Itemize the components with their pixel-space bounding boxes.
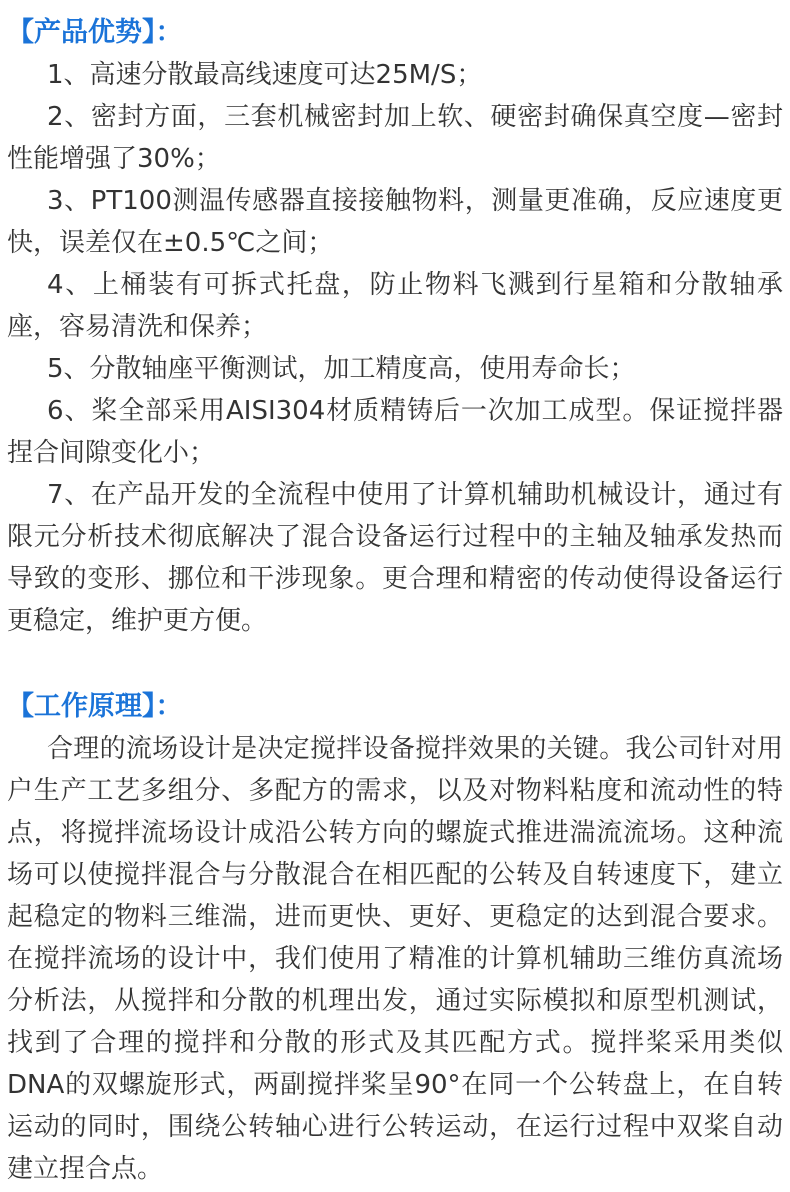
product-advantages-section [7, 12, 783, 642]
advantage-item-6: 6、桨全部采用AISI304材质精铸后一次加工成型。保证搅拌器捏合间隙变化小； [7, 396, 783, 468]
advantage-item-7: 7、在产品开发的全流程中使用了计算机辅助机械设计，通过有限元分析技术彻底解决了混合设备运行过程中的主轴及轴承发热而导致的变形、挪位和干涉现象。更合理和精密的传动使得设备运行更稳定，维护更方便。 [7, 480, 783, 636]
working-principle-heading: 【工作原理】： [7, 691, 183, 722]
working-principle-body: 合理的流场设计是决定搅拌设备搅拌效果的关键。我公司针对用户生产工艺多组分、多配方的需求，以及对物料粘度和流动性的特点，将搅拌流场设计成沿公转方向的螺旋式推进湍流流场。这种流场可以使搅拌混合与分散混合在相匹配的公转及自转速度下，建立起稳定的物料三维湍，进而更快、更好、更稳定的达到混合要求。在搅拌流场的设计中，我们使用了精准的计算机辅助三维仿真流场分析法，从搅拌和分散的机理出发，通过实际模拟和原型机测试，找到了合理的搅拌和分散的形式及其匹配方式。搅拌桨采用类似DNA的双螺旋形式，两副搅拌桨呈90°在同一个公转盘上，在自转运动的同时，围绕公转轴心进行公转运动，在运行过程中双桨自动建立捏合点。 [7, 734, 783, 1184]
working-principle-section [7, 686, 783, 1190]
product-advantages-heading: 【产品优势】： [7, 17, 183, 48]
advantage-item-2: 2、密封方面，三套机械密封加上软、硬密封确保真空度—密封性能增强了30%； [7, 102, 783, 174]
advantage-item-3: 3、PT100测温传感器直接接触物料，测量更准确，反应速度更快，误差仅在±0.5℃之间； [7, 186, 783, 258]
advantage-item-4: 4、上桶装有可拆式托盘，防止物料飞溅到行星箱和分散轴承座，容易清洗和保养； [7, 270, 783, 342]
advantage-item-1: 1、高速分散最高线速度可达25M/S； [47, 60, 483, 90]
advantage-item-5: 5、分散轴座平衡测试，加工精度高，使用寿命长； [47, 354, 636, 384]
